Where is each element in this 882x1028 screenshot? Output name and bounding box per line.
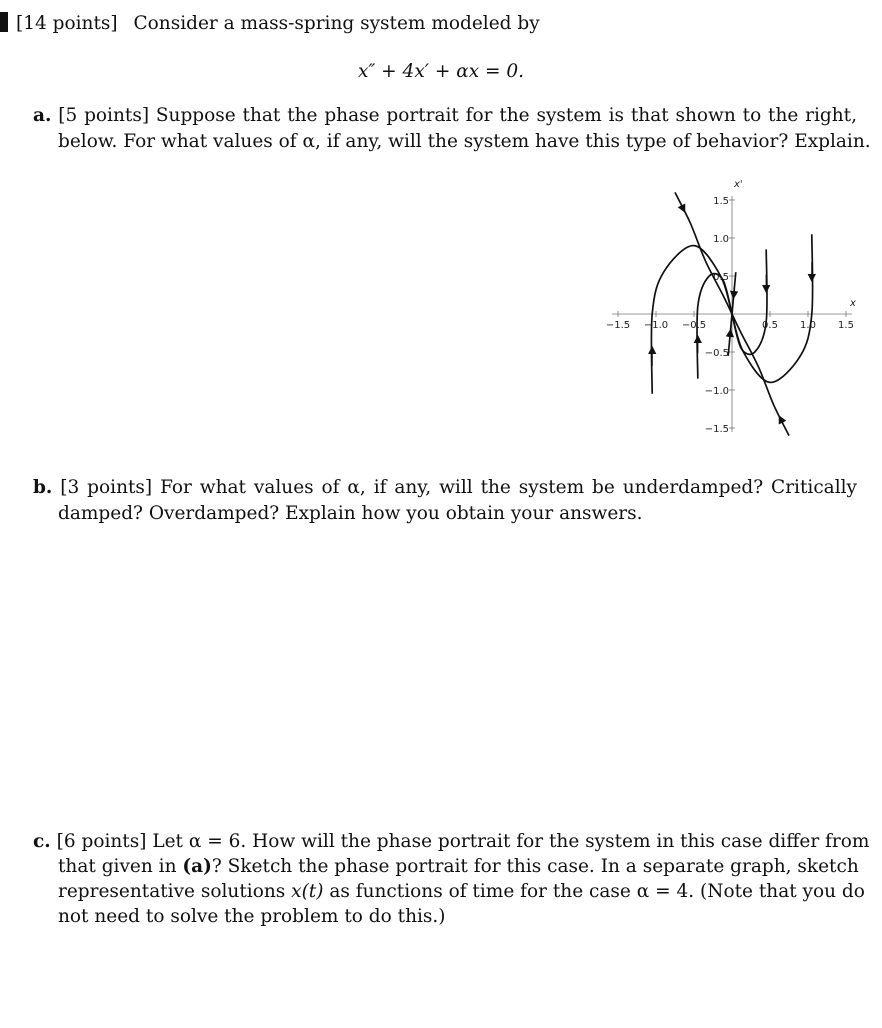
part-c-points: [6 points] — [56, 831, 147, 852]
x-axis-label: x — [850, 298, 856, 309]
trajectory-curve — [732, 249, 767, 354]
direction-arrow — [734, 287, 735, 295]
problem-number-mark — [0, 12, 8, 32]
part-c-line-1 — [33, 831, 870, 852]
problem-points: [14 points] — [16, 13, 118, 34]
part-c-ref: (a) — [182, 856, 212, 877]
part-c-text-2a: that given in — [58, 856, 177, 877]
part-c-label: c. — [33, 831, 51, 852]
phase-portrait — [605, 179, 862, 435]
x-tick-label: 0.5 — [762, 320, 778, 331]
part-c-text-3a: representative solutions — [58, 881, 286, 902]
part-b-points: [3 points] — [60, 477, 153, 498]
problem-statement — [0, 12, 540, 34]
part-c-text-3b: as functions of time for the case α = 4. (Note that you do — [329, 881, 865, 902]
trajectory-curve — [732, 314, 789, 436]
y-axis-label: x' — [734, 179, 743, 190]
trajectory-curve — [675, 192, 732, 314]
x-tick-label: −1.5 — [605, 320, 631, 331]
direction-arrow — [730, 333, 731, 341]
y-tick-label: 1.0 — [713, 234, 729, 245]
x-tick-label: −0.5 — [681, 320, 707, 331]
part-b-label: b. — [33, 477, 53, 498]
equation: x″ + 4x′ + αx = 0. — [357, 61, 525, 82]
part-b-line-1 — [33, 477, 857, 498]
part-c-line-2 — [58, 856, 857, 877]
x-tick-label: 1.0 — [800, 320, 816, 331]
problem-intro: Consider a mass-spring system modeled by — [133, 13, 540, 34]
part-a-label: a. — [33, 105, 52, 126]
part-b-text-1: For what values of α, if any, will the system be underdamped? Critically — [160, 477, 857, 498]
x-tick-label: 1.5 — [838, 320, 854, 331]
part-c-line-3 — [58, 881, 865, 902]
part-a-line-1 — [33, 105, 857, 126]
part-c-line-4: not need to solve the problem to do this.) — [58, 906, 446, 927]
part-c-text-2b: ? Sketch the phase portrait for this case. In a separate graph, sketch — [211, 856, 859, 877]
part-a-points: [5 points] — [58, 105, 150, 126]
part-c-func: x(t) — [291, 881, 324, 902]
y-tick-label: −1.0 — [704, 386, 729, 397]
part-c-text-1: Let α = 6. How will the phase portrait for the system in this case differ from — [152, 831, 870, 852]
x-tick-label: −1.0 — [643, 320, 669, 331]
trajectory-curve — [732, 234, 813, 382]
y-tick-label: −1.5 — [704, 424, 729, 435]
y-tick-label: 0.5 — [713, 272, 729, 283]
part-a-line-2: below. For what values of α, if any, will the system have this type of behavior? Explain. — [58, 131, 871, 152]
y-tick-label: −0.5 — [704, 348, 729, 359]
part-a-text-1: Suppose that the phase portrait for the system is that shown to the right, — [155, 105, 857, 126]
y-tick-label: 1.5 — [713, 196, 729, 207]
part-b-line-2: damped? Overdamped? Explain how you obtain your answers. — [58, 503, 643, 524]
